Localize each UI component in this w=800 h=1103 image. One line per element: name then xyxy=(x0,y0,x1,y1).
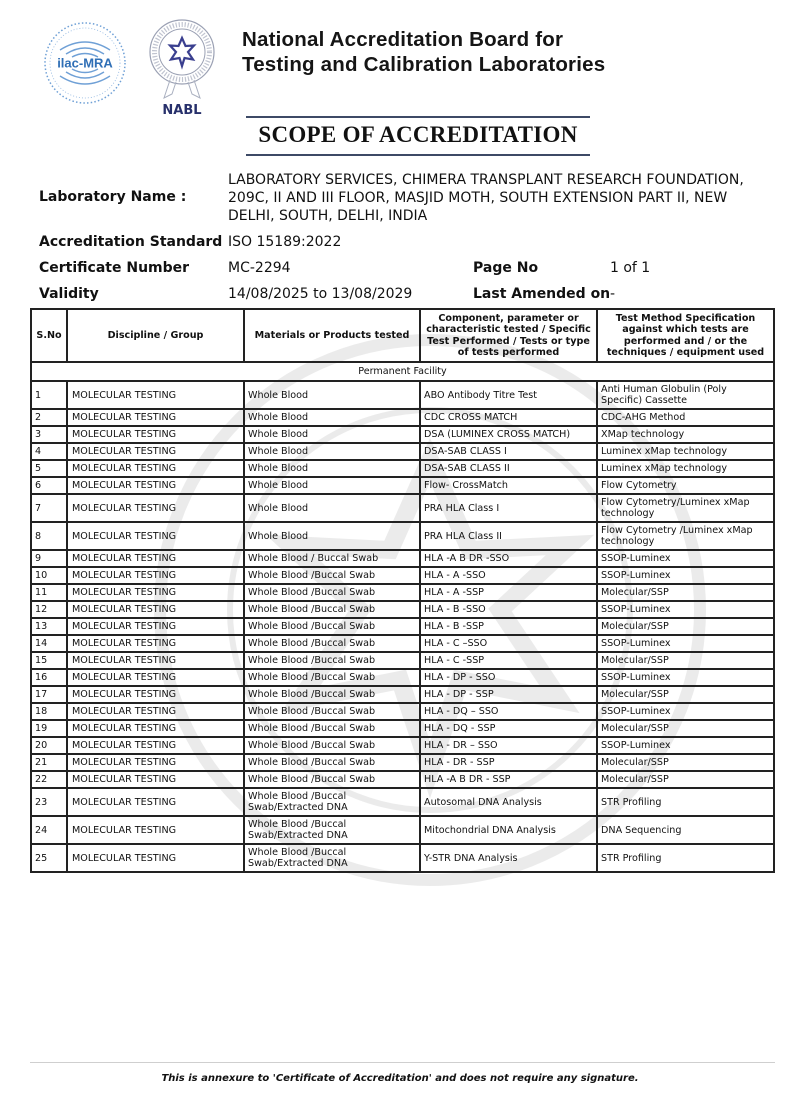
row-sno: 25 xyxy=(31,844,67,872)
row-component: DSA (LUMINEX CROSS MATCH) xyxy=(420,426,597,443)
table-row xyxy=(31,381,774,409)
certificate-number-value: MC-2294 xyxy=(228,260,291,276)
table-row xyxy=(31,652,774,669)
row-sno: 5 xyxy=(31,460,67,477)
table-row xyxy=(31,816,774,844)
ilac-mra-logo-icon xyxy=(42,20,128,106)
row-component: HLA - A -SSP xyxy=(420,584,597,601)
row-sno: 6 xyxy=(31,477,67,494)
row-sno: 2 xyxy=(31,409,67,426)
last-amended-value: - xyxy=(610,286,616,302)
row-component: PRA HLA Class I xyxy=(420,494,597,522)
row-method: SSOP-Luminex xyxy=(597,601,774,618)
row-material: Whole Blood xyxy=(244,443,420,460)
row-sno: 24 xyxy=(31,816,67,844)
table-row xyxy=(31,703,774,720)
row-discipline: MOLECULAR TESTING xyxy=(67,477,244,494)
row-component: HLA - B -SSO xyxy=(420,601,597,618)
row-method: Molecular/SSP xyxy=(597,652,774,669)
row-material: Whole Blood /Buccal Swab/Extracted DNA xyxy=(244,816,420,844)
row-sno: 19 xyxy=(31,720,67,737)
lab-name-label: Laboratory Name : xyxy=(39,189,187,205)
row-method: SSOP-Luminex xyxy=(597,737,774,754)
row-method: XMap technology xyxy=(597,426,774,443)
row-method: CDC-AHG Method xyxy=(597,409,774,426)
row-component: HLA - A -SSO xyxy=(420,567,597,584)
row-discipline: MOLECULAR TESTING xyxy=(67,754,244,771)
table-row xyxy=(31,584,774,601)
facility-label: Permanent Facility xyxy=(31,362,774,381)
row-material: Whole Blood /Buccal Swab xyxy=(244,720,420,737)
row-material: Whole Blood /Buccal Swab xyxy=(244,737,420,754)
row-material: Whole Blood xyxy=(244,460,420,477)
row-method: Anti Human Globulin (Poly Specific) Cassette xyxy=(597,381,774,409)
table-row xyxy=(31,522,774,550)
row-component: HLA - B -SSP xyxy=(420,618,597,635)
table-row xyxy=(31,635,774,652)
header-discipline: Discipline / Group xyxy=(67,309,244,362)
row-method: SSOP-Luminex xyxy=(597,635,774,652)
row-sno: 20 xyxy=(31,737,67,754)
row-sno: 4 xyxy=(31,443,67,460)
row-method: SSOP-Luminex xyxy=(597,703,774,720)
row-sno: 15 xyxy=(31,652,67,669)
row-component: HLA - DP - SSP xyxy=(420,686,597,703)
organization-title-line2: Testing and Calibration Laboratories xyxy=(242,53,606,76)
row-component: DSA-SAB CLASS I xyxy=(420,443,597,460)
certificate-number-label: Certificate Number xyxy=(39,260,190,276)
row-method: Molecular/SSP xyxy=(597,686,774,703)
row-sno: 22 xyxy=(31,771,67,788)
row-sno: 21 xyxy=(31,754,67,771)
row-material: Whole Blood /Buccal Swab xyxy=(244,601,420,618)
row-method: Molecular/SSP xyxy=(597,584,774,601)
row-material: Whole Blood xyxy=(244,477,420,494)
row-discipline: MOLECULAR TESTING xyxy=(67,601,244,618)
document-title: SCOPE OF ACCREDITATION xyxy=(258,122,578,147)
row-material: Whole Blood /Buccal Swab/Extracted DNA xyxy=(244,788,420,816)
row-discipline: MOLECULAR TESTING xyxy=(67,669,244,686)
row-component: DSA-SAB CLASS II xyxy=(420,460,597,477)
table-row xyxy=(31,669,774,686)
row-method: SSOP-Luminex xyxy=(597,550,774,567)
row-discipline: MOLECULAR TESTING xyxy=(67,567,244,584)
row-component: Mitochondrial DNA Analysis xyxy=(420,816,597,844)
row-material: Whole Blood /Buccal Swab xyxy=(244,771,420,788)
footer-note: This is annexure to 'Certificate of Accreditation' and does not require any signature. xyxy=(161,1073,639,1084)
table-row xyxy=(31,844,774,872)
row-method: Molecular/SSP xyxy=(597,720,774,737)
row-material: Whole Blood xyxy=(244,522,420,550)
row-method: SSOP-Luminex xyxy=(597,567,774,584)
row-discipline: MOLECULAR TESTING xyxy=(67,426,244,443)
standard-label: Accreditation Standard xyxy=(39,234,223,250)
row-material: Whole Blood / Buccal Swab xyxy=(244,550,420,567)
row-sno: 3 xyxy=(31,426,67,443)
row-method: Molecular/SSP xyxy=(597,771,774,788)
row-method: Molecular/SSP xyxy=(597,754,774,771)
row-sno: 10 xyxy=(31,567,67,584)
header-component: Component, parameter or characteristic tested / Specific Test Performed / Tests or type of tests performed xyxy=(420,309,597,362)
row-sno: 18 xyxy=(31,703,67,720)
row-component: Y-STR DNA Analysis xyxy=(420,844,597,872)
header-sno: S.No xyxy=(31,309,67,362)
scope-table xyxy=(30,308,775,873)
row-method: SSOP-Luminex xyxy=(597,669,774,686)
row-component: Flow- CrossMatch xyxy=(420,477,597,494)
row-material: Whole Blood xyxy=(244,409,420,426)
table-row xyxy=(31,720,774,737)
table-row xyxy=(31,788,774,816)
table-row xyxy=(31,771,774,788)
row-component: HLA - C –SSO xyxy=(420,635,597,652)
row-discipline: MOLECULAR TESTING xyxy=(67,703,244,720)
row-discipline: MOLECULAR TESTING xyxy=(67,844,244,872)
table-row xyxy=(31,409,774,426)
row-material: Whole Blood /Buccal Swab xyxy=(244,567,420,584)
validity-label: Validity xyxy=(39,286,99,302)
row-method: DNA Sequencing xyxy=(597,816,774,844)
row-component: HLA - DR - SSP xyxy=(420,754,597,771)
table-row xyxy=(31,550,774,567)
row-material: Whole Blood /Buccal Swab xyxy=(244,618,420,635)
row-discipline: MOLECULAR TESTING xyxy=(67,550,244,567)
validity-value: 14/08/2025 to 13/08/2029 xyxy=(228,286,413,302)
row-material: Whole Blood /Buccal Swab xyxy=(244,703,420,720)
table-body xyxy=(31,362,774,872)
row-sno: 23 xyxy=(31,788,67,816)
row-component: Autosomal DNA Analysis xyxy=(420,788,597,816)
row-component: ABO Antibody Titre Test xyxy=(420,381,597,409)
standard-value: ISO 15189:2022 xyxy=(228,234,342,250)
row-method: Luminex xMap technology xyxy=(597,460,774,477)
document-header xyxy=(0,0,800,160)
row-sno: 7 xyxy=(31,494,67,522)
header-method: Test Method Specification against which tests are performed and / or the techniques / equipment used xyxy=(597,309,774,362)
row-method: Molecular/SSP xyxy=(597,618,774,635)
row-component: HLA - DP - SSO xyxy=(420,669,597,686)
row-method: Flow Cytometry /Luminex xMap technology xyxy=(597,522,774,550)
row-method: Flow Cytometry/Luminex xMap technology xyxy=(597,494,774,522)
table-row xyxy=(31,618,774,635)
row-component: HLA - DR – SSO xyxy=(420,737,597,754)
nabl-logo-icon xyxy=(146,18,218,118)
row-component: HLA - DQ – SSO xyxy=(420,703,597,720)
row-discipline: MOLECULAR TESTING xyxy=(67,737,244,754)
table-row xyxy=(31,443,774,460)
row-method: STR Profiling xyxy=(597,844,774,872)
table-header-row xyxy=(31,309,774,362)
row-component: HLA - DQ - SSP xyxy=(420,720,597,737)
row-component: CDC CROSS MATCH xyxy=(420,409,597,426)
row-discipline: MOLECULAR TESTING xyxy=(67,652,244,669)
lab-name-value: LABORATORY SERVICES, CHIMERA TRANSPLANT RESEARCH FOUNDATION, 209C, II AND III FLOOR, MASJID MOTH, SOUTH EXTENSION PART II, NEW DELHI, SOUTH, DELHI, INDIA xyxy=(228,172,744,224)
row-method: Flow Cytometry xyxy=(597,477,774,494)
row-discipline: MOLECULAR TESTING xyxy=(67,522,244,550)
ilac-logo-text: ilac-MRA xyxy=(57,55,113,71)
row-material: Whole Blood xyxy=(244,494,420,522)
row-discipline: MOLECULAR TESTING xyxy=(67,788,244,816)
row-discipline: MOLECULAR TESTING xyxy=(67,409,244,426)
row-component: PRA HLA Class II xyxy=(420,522,597,550)
table-row xyxy=(31,426,774,443)
row-discipline: MOLECULAR TESTING xyxy=(67,635,244,652)
row-material: Whole Blood /Buccal Swab xyxy=(244,584,420,601)
organization-title xyxy=(242,27,605,77)
row-discipline: MOLECULAR TESTING xyxy=(67,584,244,601)
document-title-frame xyxy=(246,116,590,156)
row-material: Whole Blood /Buccal Swab xyxy=(244,669,420,686)
row-sno: 9 xyxy=(31,550,67,567)
row-method: Luminex xMap technology xyxy=(597,443,774,460)
row-sno: 14 xyxy=(31,635,67,652)
row-material: Whole Blood /Buccal Swab xyxy=(244,754,420,771)
row-sno: 16 xyxy=(31,669,67,686)
last-amended-label: Last Amended on xyxy=(473,286,611,302)
row-discipline: MOLECULAR TESTING xyxy=(67,816,244,844)
table-row xyxy=(31,494,774,522)
row-discipline: MOLECULAR TESTING xyxy=(67,494,244,522)
table-row xyxy=(31,477,774,494)
table-row xyxy=(31,601,774,618)
row-sno: 17 xyxy=(31,686,67,703)
row-method: STR Profiling xyxy=(597,788,774,816)
row-material: Whole Blood /Buccal Swab xyxy=(244,686,420,703)
row-discipline: MOLECULAR TESTING xyxy=(67,618,244,635)
table-row xyxy=(31,754,774,771)
facility-row xyxy=(31,362,774,381)
row-sno: 13 xyxy=(31,618,67,635)
header-materials: Materials or Products tested xyxy=(244,309,420,362)
row-sno: 1 xyxy=(31,381,67,409)
page-number-value: 1 of 1 xyxy=(610,260,651,276)
table-row xyxy=(31,737,774,754)
row-discipline: MOLECULAR TESTING xyxy=(67,381,244,409)
row-sno: 8 xyxy=(31,522,67,550)
row-discipline: MOLECULAR TESTING xyxy=(67,443,244,460)
row-material: Whole Blood xyxy=(244,381,420,409)
row-material: Whole Blood xyxy=(244,426,420,443)
row-discipline: MOLECULAR TESTING xyxy=(67,720,244,737)
table-row xyxy=(31,460,774,477)
row-material: Whole Blood /Buccal Swab xyxy=(244,652,420,669)
row-sno: 11 xyxy=(31,584,67,601)
table-row xyxy=(31,686,774,703)
row-discipline: MOLECULAR TESTING xyxy=(67,686,244,703)
row-discipline: MOLECULAR TESTING xyxy=(67,460,244,477)
row-component: HLA -A B DR - SSP xyxy=(420,771,597,788)
organization-title-line1: National Accreditation Board for xyxy=(242,28,564,51)
footer-divider xyxy=(30,1062,775,1063)
row-component: HLA -A B DR -SSO xyxy=(420,550,597,567)
nabl-logo-text: NABL xyxy=(162,103,202,118)
row-discipline: MOLECULAR TESTING xyxy=(67,771,244,788)
row-sno: 12 xyxy=(31,601,67,618)
row-component: HLA - C -SSP xyxy=(420,652,597,669)
page-number-label: Page No xyxy=(473,260,539,276)
table-row xyxy=(31,567,774,584)
row-material: Whole Blood /Buccal Swab xyxy=(244,635,420,652)
row-material: Whole Blood /Buccal Swab/Extracted DNA xyxy=(244,844,420,872)
